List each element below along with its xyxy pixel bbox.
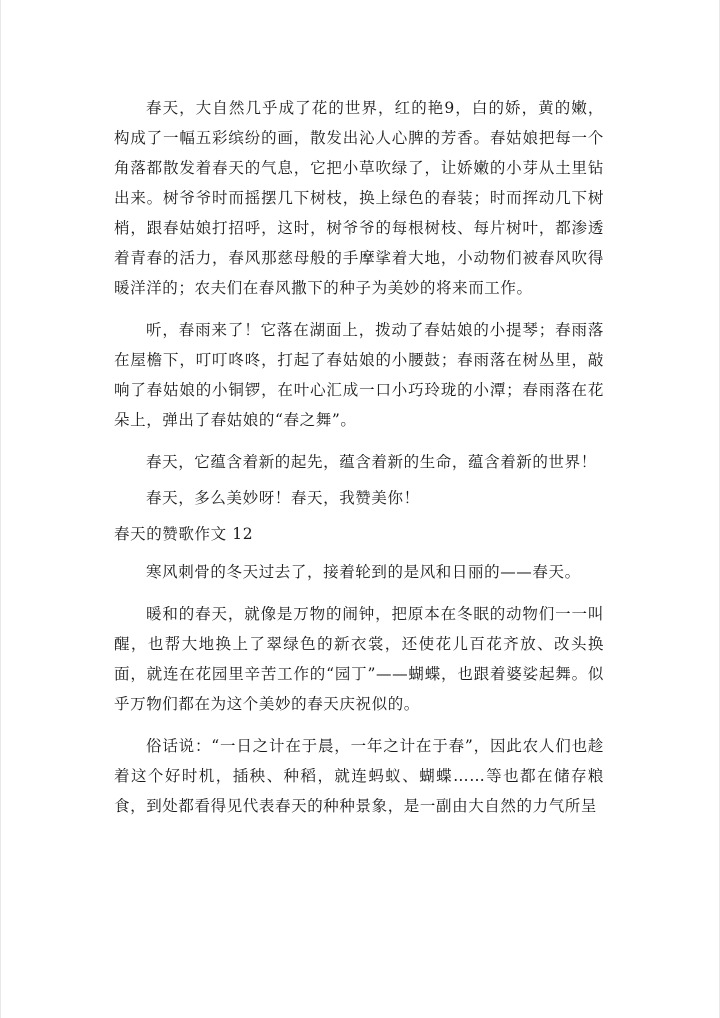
paragraph-proverb: 俗话说：“一日之计在于晨，一年之计在于春”，因此农人们也趁着这个好时机，插秧、种稻，就连蚂蚁、蝴蝶……等也都在储存粮食，到处都看得见代表春天的种种景象，是一副由大自然的力气所呈: [114, 737, 604, 815]
paragraph-spring-rain: 听，春雨来了！它落在湖面上，拨动了春姑娘的小提琴；春雨落在屋檐下，叮叮咚咚，打起了春姑娘的小腰鼓；春雨落在树丛里，敲响了春姑娘的小铜锣，在叶心汇成一口小巧玲珑的小潭；春雨落在花朵上，弹出了春姑娘的“春之舞”。: [114, 321, 604, 429]
section-title: 春天的赞歌作文 12: [114, 525, 254, 543]
paragraph-spring-praise: 春天，多么美妙呀！春天，我赞美你！: [146, 489, 420, 507]
paragraph-winter-passed: 寒风刺骨的冬天过去了，接着轮到的是风和日丽的——春天。: [146, 563, 581, 581]
paragraph-spring-meaning: 春天，它蕴含着新的起先，蕴含着新的生命，蕴含着新的世界！: [146, 453, 597, 471]
document-body: [114, 93, 604, 833]
paragraph-spring-flowers: 春天，大自然几乎成了花的世界，红的艳9，白的娇，黄的嫩，构成了一幅五彩缤纷的画，散发出沁人心脾的芳香。春姑娘把每一个角落都散发着春天的气息，它把小草吹绿了，让娇嫩的小芽从土里钻出来。树爷爷时而摇摆几下树枝，换上绿色的春装；时而挥动几下树梢，跟春姑娘打招呼，这时，树爷爷的每根树枝、每片树叶，都渗透着青春的活力，春风那慈母般的手摩挲着大地，小动物们被春风吹得暖洋洋的；农夫们在春风撒下的种子为美妙的将来而工作。: [114, 99, 604, 297]
paragraph-spring-alarm: 暖和的春天，就像是万物的闹钟，把原本在冬眠的动物们一一叫醒，也帮大地换上了翠绿色的新衣裳，还使花儿百花齐放、改头换面，就连在花园里辛苦工作的“园丁”——蝴蝶，也跟着婆娑起舞。似乎万物们都在为这个美妙的春天庆祝似的。: [114, 605, 604, 713]
